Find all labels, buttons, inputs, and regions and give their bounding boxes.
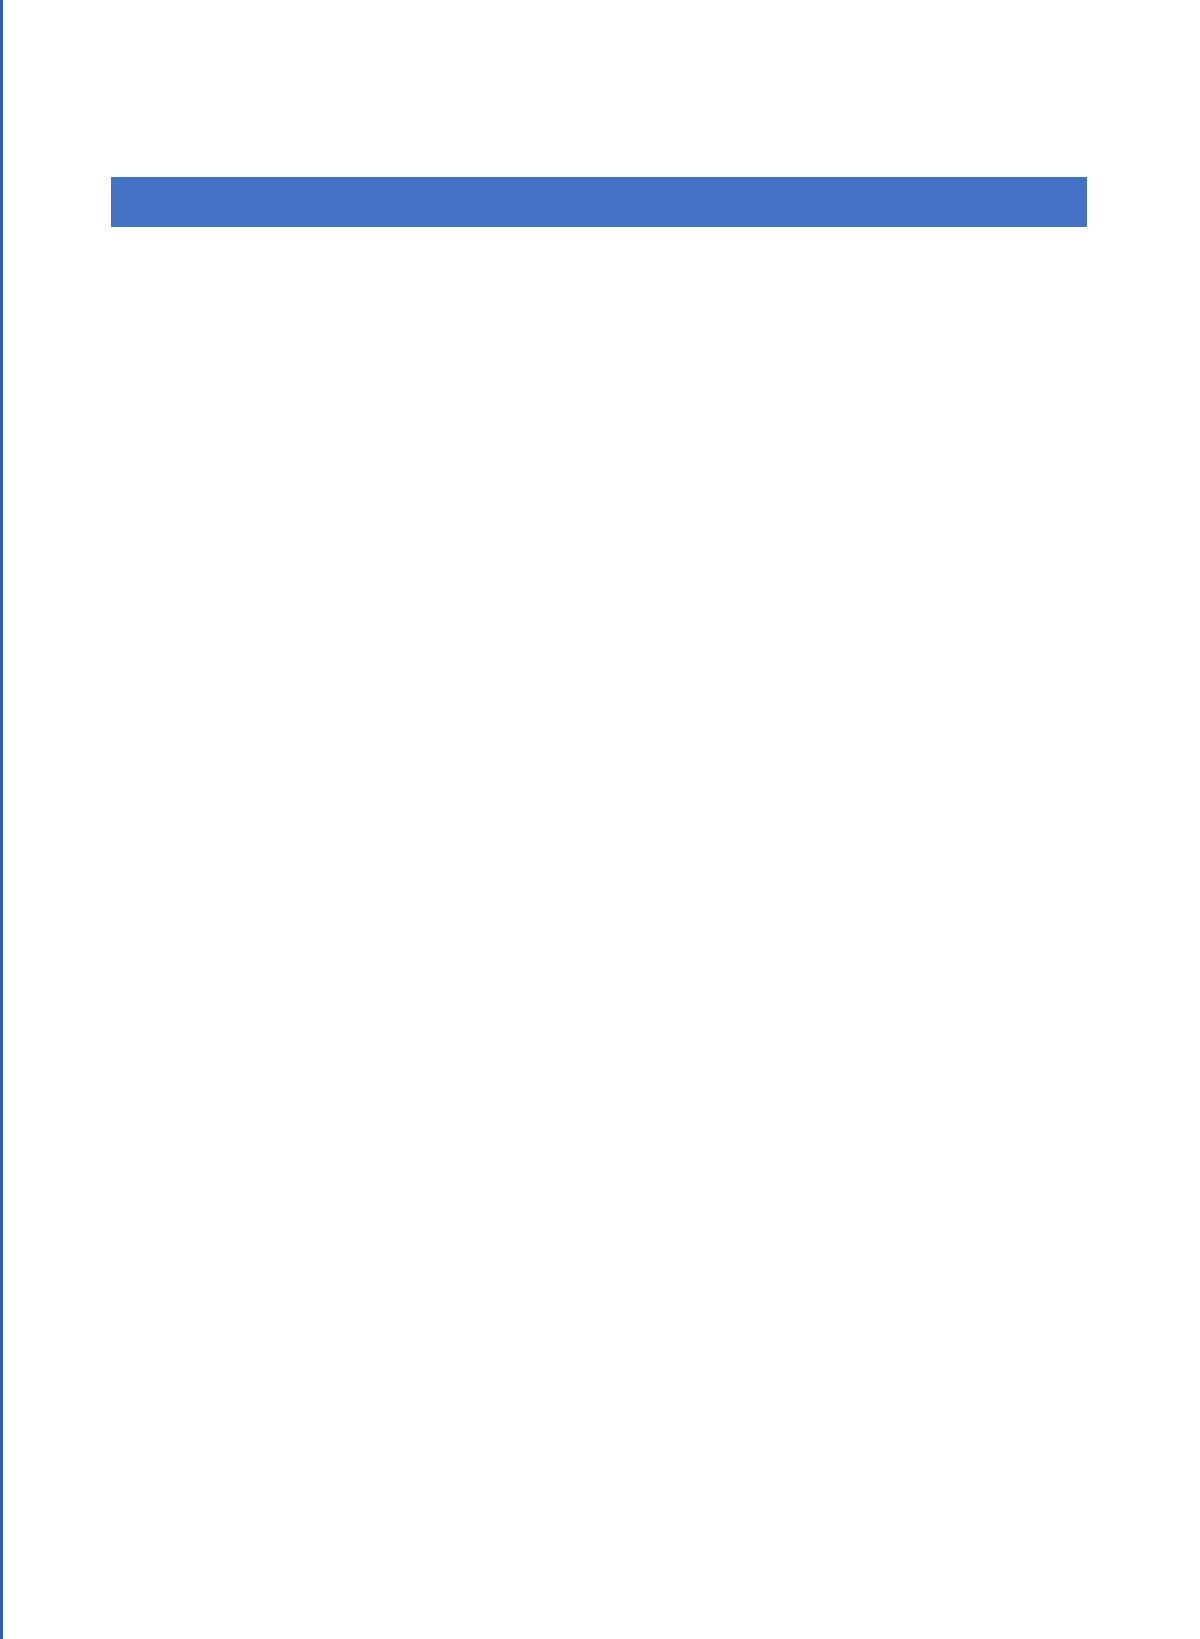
feature-spec-table: [111, 177, 1087, 227]
header-feature: [599, 177, 1087, 227]
header-category: [111, 177, 355, 227]
header-subitem: [355, 177, 599, 227]
table-header-row: [111, 177, 1087, 227]
